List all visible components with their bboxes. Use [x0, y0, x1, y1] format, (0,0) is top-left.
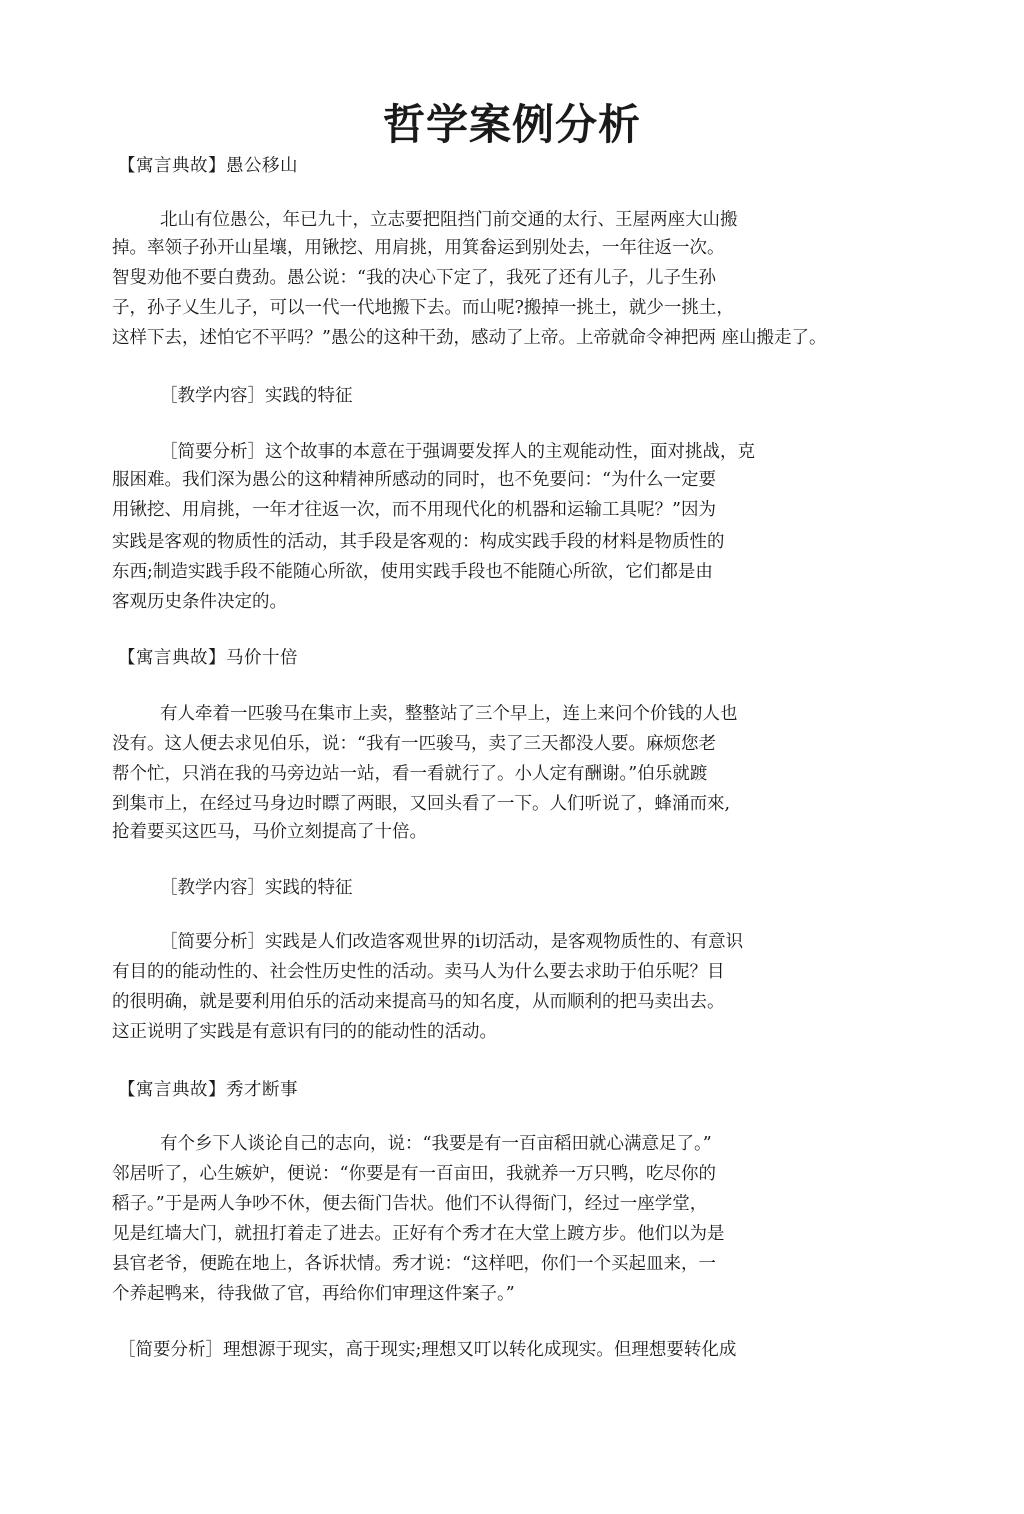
- section-2-analysis-line: ［简要分析］实践是人们改造客观世界的i切活动，是客观物质性的、有意识: [160, 932, 744, 952]
- section-2-story-line: 到集市上，在经过马身边时瞟了两眼，又回头看了一下。人们听说了，蜂涌而來,: [112, 794, 731, 814]
- section-1-story-line: 这样下去，述怕它不平吗？”愚公的这种干劲，感动了上帝。上帝就命令神把两 座山搬走了。: [112, 328, 827, 348]
- section-2-analysis-line: 有目的的能动性的、社会性历史性的活动。卖马人为什么要去求助于伯乐呢？目: [112, 962, 725, 982]
- section-1-analysis-line: 服困难。我们深为愚公的这种精神所感动的同时，也不免要问：“为什么一定要: [112, 470, 716, 490]
- section-1-analysis-line: ［简要分析］这个故事的本意在于强调要发挥人的主观能动性，面对挑战，克: [160, 442, 755, 462]
- section-2-story-line: 帮个忙，只消在我的马旁边站一站，看一看就行了。小人定有酬谢。”伯乐就踱: [112, 764, 708, 784]
- section-3-story-line: 邻居听了，心生嫉妒，便说：“你要是有一百亩田，我就养一万只鸭，吃尽你的: [112, 1164, 716, 1184]
- section-1-story-line: 智叟劝他不要白费劲。愚公说：“我的决心下定了，我死了还有儿子，儿子生孙: [112, 268, 716, 288]
- section-2-story-line: 没有。这人便去求见伯乐，说：“我有一匹骏马，卖了三天都没人要。麻烦您老: [112, 734, 716, 754]
- section-3-story-line: 个养起鸭来，待我做了官，再给你们审理这件案子。”: [112, 1284, 515, 1304]
- section-3-story-line: 见是红墙大门，就扭打着走了进去。正好有个秀才在大堂上踱方步。他们以为是: [112, 1224, 725, 1244]
- section-1-analysis-line: 用锹挖、用肩挑，一年才往返一次，而不用现代化的机器和运输工具呢？”因为: [112, 500, 716, 520]
- section-1-story-line: 北山有位愚公，年已九十，立志要把阻挡门前交通的太行、王屋两座大山搬: [160, 210, 738, 230]
- section-2-teaching-content: ［教学内容］实践的特征: [160, 878, 353, 898]
- section-2-analysis-line: 的很明确，就是要利用伯乐的活动来提高马的知名度，从而顺利的把马卖出去。: [112, 992, 725, 1012]
- section-1-story-line: 子，孙子乂生儿子，可以一代一代地搬下去。而山呢?搬掉一挑土，就少一挑土，: [112, 298, 734, 318]
- section-3-story-line: 有个乡下人谈论自己的志向，说：“我要是有一百亩稻田就心满意足了。”: [160, 1134, 712, 1154]
- section-2-story-line: 抢着要买这匹马，马价立刻提高了十倍。: [112, 822, 427, 842]
- section-3-story-line: 稻子。”于是两人争吵不休，便去衙门告状。他们不认得衙门，经过一座学堂，: [112, 1194, 708, 1214]
- section-1-analysis-line: 实践是客观的物质性的活动，其手段是客观的：构成实践手段的材料是物质性的: [112, 532, 725, 552]
- section-2-story-line: 有人牵着一匹骏马在集市上卖，整整站了三个早上，连上来问个价钱的人也: [160, 704, 738, 724]
- section-1-heading: 【寓言典故】愚公移山: [118, 156, 298, 176]
- section-1-analysis-line: 东西;制造实践手段不能随心所欲，使用实践手段也不能随心所欲，它们都是由: [112, 562, 713, 582]
- section-2-analysis-line: 这正说明了实践是有意识有冃的的能动性的活动。: [112, 1022, 497, 1042]
- section-2-heading: 【寓言典故】马价十倍: [118, 648, 298, 668]
- section-1-teaching-content: ［教学内容］实践的特征: [160, 386, 353, 406]
- section-3-story-line: 县官老爷，便跪在地上，各诉状情。秀才说：“这样吧，你们一个买起皿来，一: [112, 1254, 716, 1274]
- section-3-analysis-line: ［简要分析］理想源于现实，高于现实;理想又叮以转化成现实。但理想要转化成: [118, 1340, 737, 1360]
- section-1-story-line: 掉。率领子孙开山星壤，用锹挖、用肩挑，用箕畚运到别处去，一年往返一次。: [112, 238, 725, 258]
- section-3-heading: 【寓言典故】秀才断事: [118, 1080, 298, 1100]
- section-1-analysis-line: 客观历史条件决定的。: [112, 592, 287, 612]
- page-title: 哲学案例分析: [382, 100, 641, 149]
